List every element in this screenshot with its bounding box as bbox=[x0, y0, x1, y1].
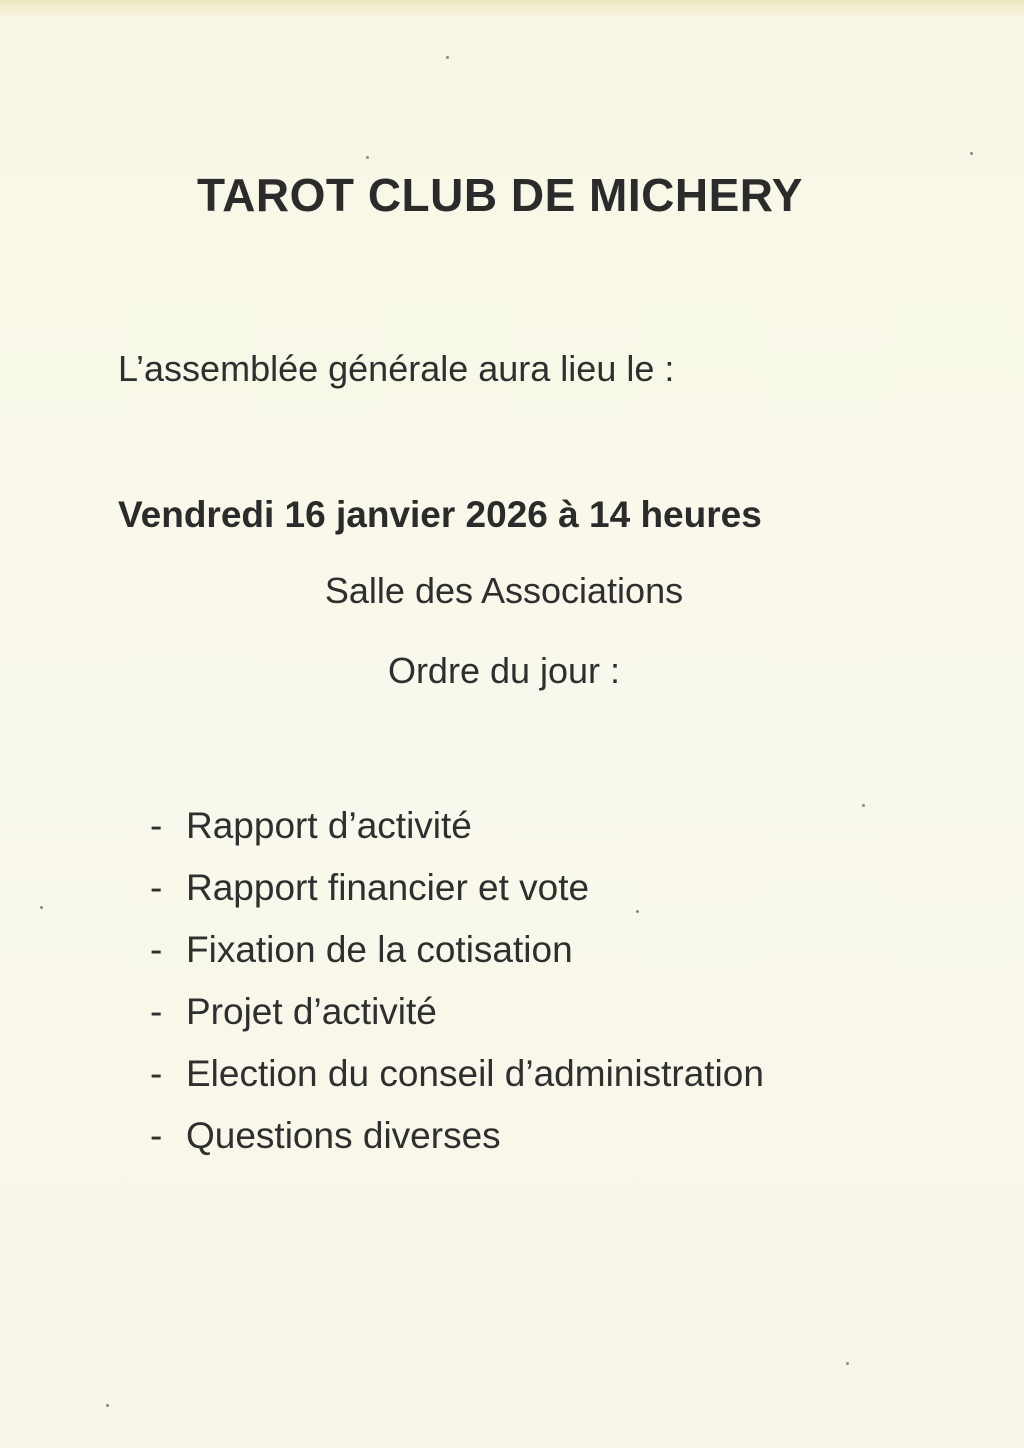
agenda-item bbox=[150, 986, 764, 1048]
scan-speck bbox=[40, 906, 43, 909]
bullet-dash: - bbox=[150, 867, 163, 908]
meeting-date: Vendredi 16 janvier 2026 à 14 heures bbox=[118, 494, 762, 535]
agenda-item bbox=[150, 924, 764, 986]
bullet-dash: - bbox=[150, 929, 163, 970]
scan-speck bbox=[846, 1362, 849, 1365]
bullet-dash: - bbox=[150, 1115, 163, 1156]
meeting-venue: Salle des Associations bbox=[324, 570, 684, 611]
agenda-item-label: Election du conseil d’administration bbox=[186, 1053, 764, 1094]
club-title: TAROT CLUB DE MICHERY bbox=[197, 169, 803, 221]
agenda-title: Ordre du jour : bbox=[387, 650, 621, 691]
scan-speck bbox=[970, 152, 973, 155]
bullet-dash: - bbox=[150, 805, 163, 846]
bullet-dash: - bbox=[150, 1053, 163, 1094]
scan-speck bbox=[106, 1404, 109, 1407]
bullet-dash: - bbox=[150, 991, 163, 1032]
agenda-item bbox=[150, 1110, 764, 1172]
scan-speck bbox=[366, 156, 369, 159]
agenda-item-label: Rapport d’activité bbox=[186, 805, 472, 846]
scan-speck bbox=[862, 804, 865, 807]
agenda-item bbox=[150, 1048, 764, 1110]
scan-edge-shading bbox=[0, 0, 1024, 18]
meeting-intro: L’assemblée générale aura lieu le : bbox=[118, 348, 675, 389]
agenda-item-label: Projet d’activité bbox=[186, 991, 437, 1032]
agenda-item bbox=[150, 800, 764, 862]
scan-speck bbox=[446, 56, 449, 59]
agenda-item-label: Rapport financier et vote bbox=[186, 867, 590, 908]
agenda-item bbox=[150, 862, 764, 924]
agenda-item-label: Questions diverses bbox=[186, 1115, 501, 1156]
agenda-list bbox=[150, 800, 764, 1172]
agenda-item-label: Fixation de la cotisation bbox=[186, 929, 573, 970]
